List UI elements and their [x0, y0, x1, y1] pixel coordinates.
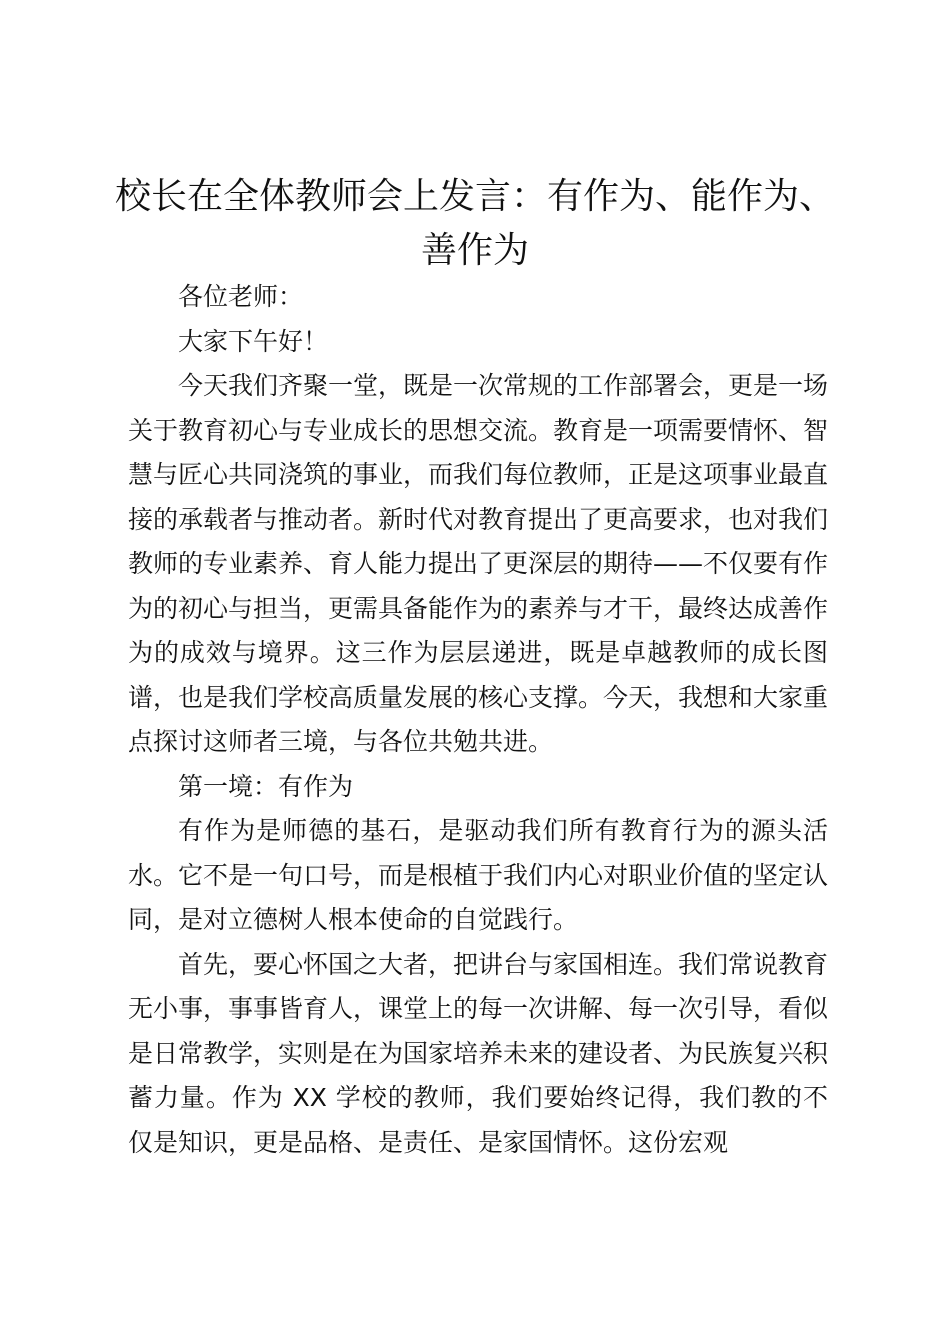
section-heading-first: 第一境：有作为 [178, 771, 354, 801]
section-paragraph-2: 首先，要心怀国之大者，把讲台与家国相连。我们常说教育无小事，事事皆育人，课堂上的每一次讲解、每一次引导，看似是日常教学，实则是在为国家培养未来的建设者、为民族复兴积蓄力量。作为 XX 学校的教师，我们要始终记得，我们教的不仅是知识，更是品格、是责任、是家国情怀。这份宏观 [128, 949, 829, 1157]
intro-paragraph: 今天我们齐聚一堂，既是一次常规的工作部署会，更是一场关于教育初心与专业成长的思想交流。教育是一项需要情怀、智慧与匠心共同浇筑的事业，而我们每位教师，正是这项事业最直接的承载者与推动者。新时代对教育提出了更高要求，也对我们教师的专业素养、育人能力提出了更深层的期待——不仅要有作为的初心与担当，更需具备能作为的素养与才干，最终达成善作为的成效与境界。这三作为层层递进，既是卓越教师的成长图谱，也是我们学校高质量发展的核心支撑。今天，我想和大家重点探讨这师者三境，与各位共勉共进。 [128, 371, 829, 756]
section-paragraph-1: 有作为是师德的基石，是驱动我们所有教育行为的源头活水。它不是一句口号，而是根植于我们内心对职业价值的坚定认同，是对立德树人根本使命的自觉践行。 [128, 816, 829, 934]
greeting-salutation: 各位老师： [178, 282, 304, 311]
greeting-afternoon: 大家下午好！ [178, 326, 329, 356]
document-title: 校长在全体教师会上发言：有作为、能作为、善作为 [114, 176, 835, 271]
document-body [128, 275, 828, 1165]
